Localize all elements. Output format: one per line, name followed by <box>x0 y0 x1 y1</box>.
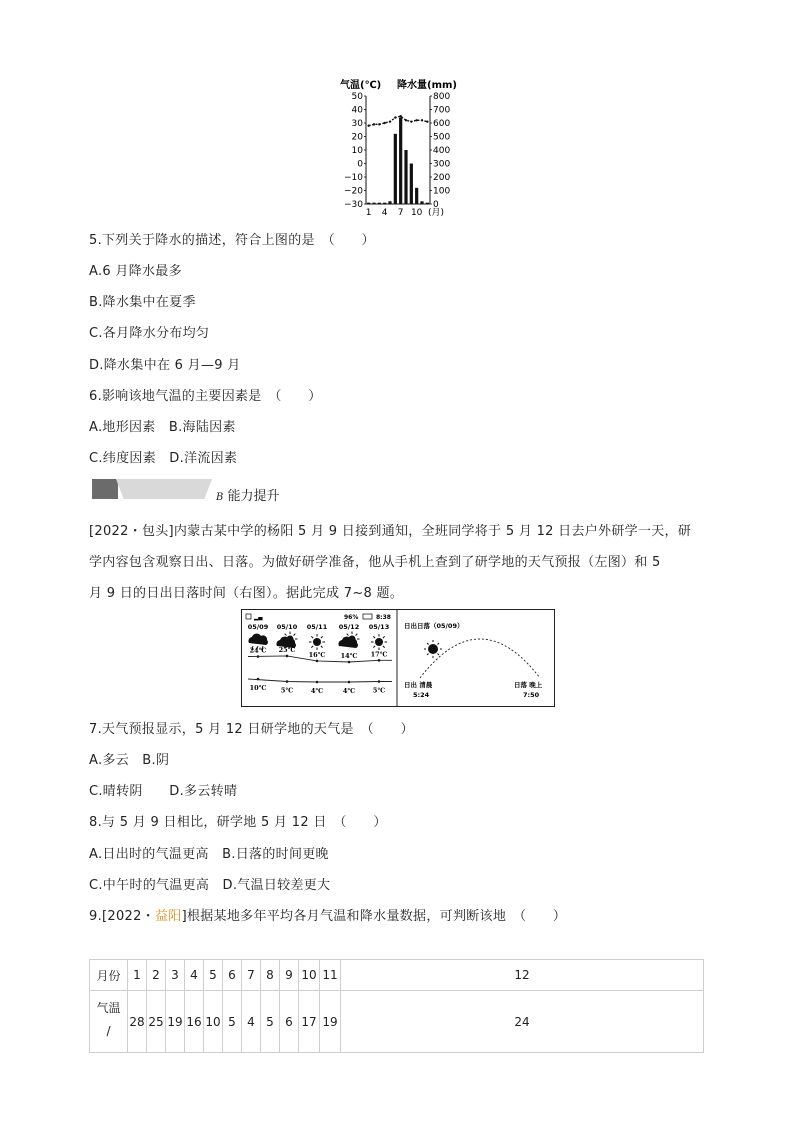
month-cell: 5 <box>204 960 223 991</box>
sun-panel-title: 日出日落（05/09） <box>404 622 464 630</box>
row-label-temperature-text: 气温 <box>96 1001 121 1015</box>
question-7-options-cd: C.晴转阴 D.多云转晴 <box>89 784 238 799</box>
sunrise-time: 5:24 <box>413 691 430 699</box>
question-9-suffix: ]根据某地多年平均各月气温和降水量数据，可判断该地 （ ） <box>181 909 567 924</box>
section-title-text: 能力提升 <box>227 489 280 504</box>
battery-icon <box>363 614 372 619</box>
forecast-date: 05/09 <box>247 623 269 631</box>
month-cell: 9 <box>280 960 299 991</box>
right-tick-label: 300 <box>433 159 451 170</box>
x-unit-label: (月) <box>428 208 445 218</box>
temp-cell: 16 <box>185 991 204 1053</box>
forecast-date: 05/11 <box>306 623 328 631</box>
question-8-options-cd: C.中午时的气温更高 D.气温日较差更大 <box>89 878 331 893</box>
sunset-label: 日落 晚上 <box>514 681 543 689</box>
right-tick-label: 200 <box>433 173 451 183</box>
chart-left-axis-title: 气温(℃) <box>340 80 382 91</box>
month-cell: 8 <box>261 960 280 991</box>
forecast-date: 05/13 <box>368 623 390 631</box>
precipitation-bar <box>404 150 407 204</box>
clock-time: 8:38 <box>376 614 391 621</box>
left-tick-label: 10 <box>351 146 363 156</box>
low-temp-curve <box>248 679 392 682</box>
left-tick-label: 50 <box>351 92 363 102</box>
temp-cell: 28 <box>128 991 147 1053</box>
temp-cell: 5 <box>223 991 242 1053</box>
temperature-point <box>394 116 396 118</box>
temperature-point <box>426 120 428 122</box>
left-tick-label: −10 <box>344 173 363 183</box>
low-temp-label: 4℃ <box>342 687 356 695</box>
question-6-stem: 6.影响该地气温的主要因素是 （ ） <box>89 389 322 404</box>
question-7-stem: 7.天气预报显示，5 月 12 日研学地的天气是 （ ） <box>89 722 414 737</box>
left-tick-label: −20 <box>344 186 363 197</box>
left-tick-label: −30 <box>344 200 363 210</box>
left-tick-label: 40 <box>351 105 363 116</box>
right-tick-label: 500 <box>433 132 451 143</box>
precipitation-bar <box>410 164 413 205</box>
month-cell: 3 <box>166 960 185 991</box>
left-tick-label: 0 <box>357 159 363 170</box>
high-temp-label: 17℃ <box>370 650 388 659</box>
battery-percent: 96% <box>344 614 359 621</box>
month-cell: 4 <box>185 960 204 991</box>
temp-cell: 25 <box>147 991 166 1053</box>
temperature-point <box>405 119 407 121</box>
partly-cloudy-icon <box>338 632 359 649</box>
low-temp-label: 5℃ <box>372 686 386 695</box>
low-temp-label: 5℃ <box>280 686 294 695</box>
intro-line-3: 月 9 日的日出日落时间（右图）。据此完成 7~8 题。 <box>89 586 404 601</box>
question-5-option-d: D.降水集中在 6 月—9 月 <box>89 358 241 373</box>
high-temp-label: 24℃ <box>249 646 267 655</box>
month-cell: 12 <box>341 960 704 991</box>
question-6-options-cd: C.纬度因素 D.洋流因素 <box>89 451 238 466</box>
question-8-stem: 8.与 5 月 9 日相比，研学地 5 月 12 日 （ ） <box>89 815 387 830</box>
forecast-date: 05/10 <box>276 623 298 631</box>
left-tick-label: 30 <box>351 119 363 129</box>
x-tick-label: 1 <box>365 208 372 218</box>
temperature-point <box>399 115 401 117</box>
temp-cell: 17 <box>299 991 320 1053</box>
temp-cell: 10 <box>204 991 223 1053</box>
temperature-point <box>383 122 385 124</box>
section-banner <box>92 479 212 499</box>
temp-cell: 24 <box>341 991 704 1053</box>
right-tick-label: 0 <box>433 200 439 210</box>
high-temp-label: 25℃ <box>278 645 296 654</box>
high-temp-label: 14℃ <box>340 652 358 660</box>
month-cell: 7 <box>242 960 261 991</box>
temperature-point <box>367 125 369 127</box>
table-row-temperature <box>90 991 704 1053</box>
climate-chart <box>330 76 470 221</box>
sunny-icon <box>371 634 387 650</box>
right-tick-label: 400 <box>433 146 451 156</box>
temperature-point <box>421 119 423 121</box>
temp-cell: 4 <box>242 991 261 1053</box>
left-tick-label: 20 <box>351 132 363 143</box>
row-label-temperature-suffix: / <box>106 1024 111 1038</box>
sun-icon <box>424 640 442 658</box>
precipitation-bar <box>399 118 402 204</box>
month-cell: 10 <box>299 960 320 991</box>
chart-right-axis-title: 降水量(mm) <box>397 80 457 91</box>
weather-figure-svg <box>242 610 554 706</box>
temperature-point <box>410 120 412 122</box>
x-tick-label: 7 <box>397 208 404 218</box>
question-9-stem <box>89 905 566 924</box>
question-8-options-ab: A.日出时的气温更高 B.日落的时间更晚 <box>89 847 329 862</box>
weather-figure <box>241 609 555 707</box>
month-cell: 11 <box>320 960 341 991</box>
question-5-stem: 5.下列关于降水的描述，符合上图的是 （ ） <box>89 233 375 248</box>
temp-cell: 5 <box>261 991 280 1053</box>
low-temp-label: 4℃ <box>310 687 324 695</box>
sunset-time: 7:50 <box>523 691 540 699</box>
sunny-icon <box>309 634 325 650</box>
section-letter-icon: B <box>216 492 224 503</box>
x-tick-label: 4 <box>381 208 388 218</box>
temperature-line <box>369 116 428 125</box>
question-7-options-ab: A.多云 B.阴 <box>89 753 170 768</box>
phone-status-icon <box>246 614 251 619</box>
section-banner-dark <box>92 479 118 499</box>
row-label-month: 月份 <box>90 960 128 991</box>
temp-cell: 19 <box>320 991 341 1053</box>
sunrise-label: 日出 清晨 <box>404 681 433 689</box>
sun-path-arc <box>420 639 540 678</box>
intro-line-2: 学内容包含观察日出、日落。为做好研学准备，他从手机上查到了研学地的天气预报（左图）和 5 <box>89 555 661 570</box>
question-9-prefix: 9.[2022・ <box>89 909 155 924</box>
low-temp-label: 10℃ <box>249 684 267 692</box>
question-5-option-b: B.降水集中在夏季 <box>89 295 196 310</box>
signal-icon: ▂▄ <box>254 615 263 621</box>
right-tick-label: 800 <box>433 92 451 102</box>
section-banner-light <box>116 479 212 499</box>
right-tick-label: 700 <box>433 105 451 116</box>
question-5-option-a: A.6 月降水最多 <box>89 264 182 279</box>
month-cell: 2 <box>147 960 166 991</box>
precipitation-bar <box>415 188 418 204</box>
climate-data-table <box>89 959 704 1053</box>
precipitation-bar <box>394 134 397 204</box>
temperature-point <box>389 120 391 122</box>
question-5-option-c: C.各月降水分布均匀 <box>89 326 210 341</box>
temperature-point <box>373 123 375 125</box>
x-tick-label: 10 <box>410 208 423 218</box>
section-title <box>216 485 280 504</box>
right-tick-label: 600 <box>433 119 451 129</box>
row-label-temperature <box>90 991 128 1053</box>
temperature-point <box>378 123 380 125</box>
temperature-point <box>415 119 417 121</box>
temp-cell: 19 <box>166 991 185 1053</box>
right-tick-label: 100 <box>433 186 451 197</box>
month-cell: 6 <box>223 960 242 991</box>
intro-line-1: [2022・包头]内蒙古某中学的杨阳 5 月 9 日接到通知，全班同学将于 5 月 12 日去户外研学一天，研 <box>89 524 692 539</box>
forecast-date: 05/12 <box>338 623 360 631</box>
table-row-months <box>90 960 704 991</box>
high-temp-label: 16℃ <box>308 650 326 659</box>
question-9-place: 益阳 <box>154 909 182 924</box>
month-cell: 1 <box>128 960 147 991</box>
question-6-options-ab: A.地形因素 B.海陆因素 <box>89 420 236 435</box>
temp-cell: 6 <box>280 991 299 1053</box>
